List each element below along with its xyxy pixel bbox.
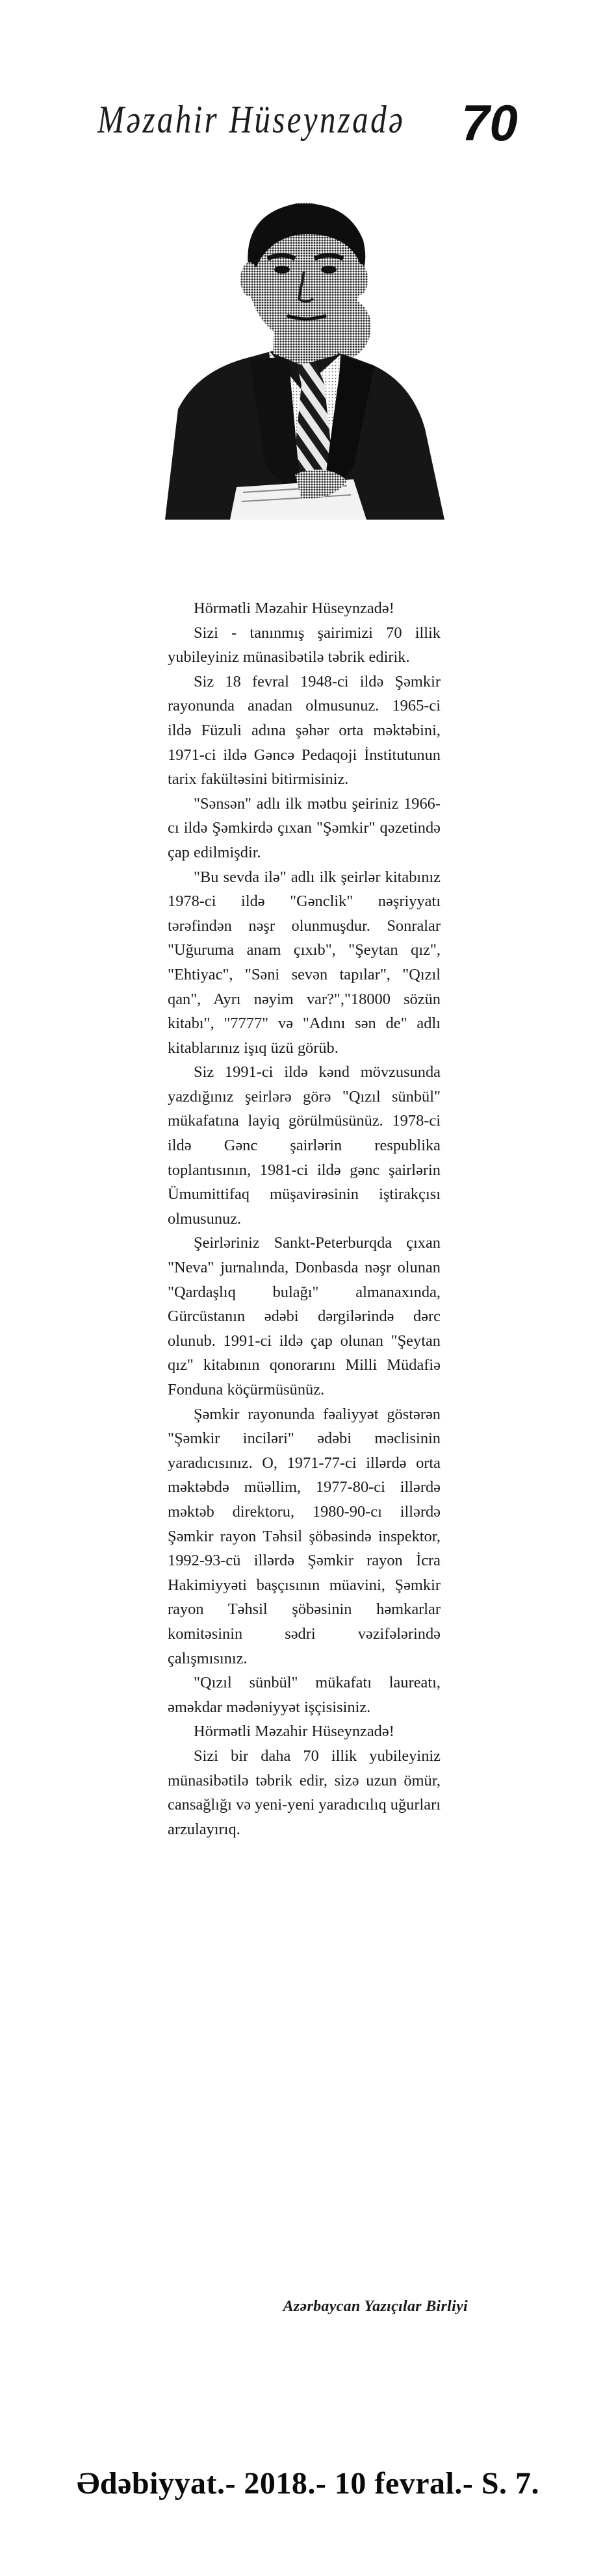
letter-paragraph: Şəmkir rayonunda fəaliyyət göstərən "Şəmkir inciləri" ədəbi məclisinin yaradıcısınız. O, 1971-77-ci illərdə orta məktəbdə müəllim, 1977-80-ci illərdə məktəb direktoru, 1980-90-cı illərdə Şəmkir rayon Təhsil şöbəsində inspektor, 1992-93-cü illərdə Şəmkir rayon İcra Hakimiyyəti başçısının müavini, Şəmkir rayon Təhsil şöbəsinin həmkarlar komitəsinin sədri vəzifələrində çalışmısınız. — [168, 1405, 441, 1667]
letter-paragraph: Şeirləriniz Sankt-Peterburqda çıxan "Neva" jurnalında, Donbasda nəşr olunan "Qardaşlıq bulağı" almanaxında, Gürcüstanın ədəbi dərgilərində dərc olunub. 1991-ci ildə çap olunan "Şeytan qız" kitabının qonorarını Milli Müdafiə Fonduna köçürmüsünüz. — [168, 1234, 441, 1398]
heading-name: Məzahir Hüseynzadə — [97, 98, 405, 141]
source-citation: Ədəbiyyat.- 2018.- 10 fevral.- S. 7. — [76, 2466, 540, 2501]
letter-paragraph: "Qızıl sünbül" mükafatı laureatı, əməkdar mədəniyyət işçisisiniz. — [168, 1674, 441, 1716]
letter-paragraph: "Bu sevda ilə" adlı ilk şeirlər kitabınız 1978-ci ildə "Gənclik" nəşriyyatı tərəfindən nəşr olunmuşdur. Sonralar "Uğuruma anam çıxıb", "Şeytan qız", "Ehtiyac", "Səni sevən tapılar", "Qızıl qan", Ayrı nəyim var?","18000 sözün kitabı", "7777" və "Adını sən de" adlı kitablarınız işıq üzü görüb. — [168, 868, 441, 1057]
letter-paragraph: Siz 18 fevral 1948-ci ildə Şəmkir rayonunda anadan olmusunuz. 1965-ci ildə Füzuli adına şəhər orta məktəbini, 1971-ci ildə Gəncə Pedaqoji İnstitutunun tarix fakültəsini bitirmisiniz. — [168, 672, 441, 789]
letter-paragraph: Siz 1991-ci ildə kənd mövzusunda yazdığınız şeirlərə görə "Qızıl sünbül" mükafatına layiq görülmüsünüz. 1978-ci ildə Gənc şairlərin respublika toplantısının, 1981-ci ildə gənc şairlərin Ümumittifaq müşavirəsinin iştirakçısı olmusunuz. — [168, 1063, 441, 1228]
signature: Azərbaycan Yazıçılar Birliyi — [283, 2298, 468, 2315]
letter-paragraph: Sizi bir daha 70 illik yubileyiniz münasibətilə təbrik edir, sizə uzun ömür, cansağlığı və yeni-yeni yaradıcılıq uğurları arzulayırıq. — [168, 1747, 441, 1838]
heading-age: 70 — [461, 94, 518, 151]
letter-paragraph: Sizi - tanınmış şairimizi 70 illik yubileyiniz münasibətilə təbrik edirik. — [168, 624, 441, 666]
letter-paragraph: Hörmətli Məzahir Hüseynzadə! — [194, 600, 394, 617]
portrait-photo — [139, 195, 464, 520]
letter-paragraph: Hörmətli Məzahir Hüseynzadə! — [194, 1723, 394, 1741]
letter-paragraph: "Sənsən" adlı ilk mətbu şeiriniz 1966-cı ildə Şəmkirdə çıxan "Şəmkir" qəzetində çap edilmişdir. — [168, 794, 441, 861]
letter-body — [168, 596, 441, 1841]
